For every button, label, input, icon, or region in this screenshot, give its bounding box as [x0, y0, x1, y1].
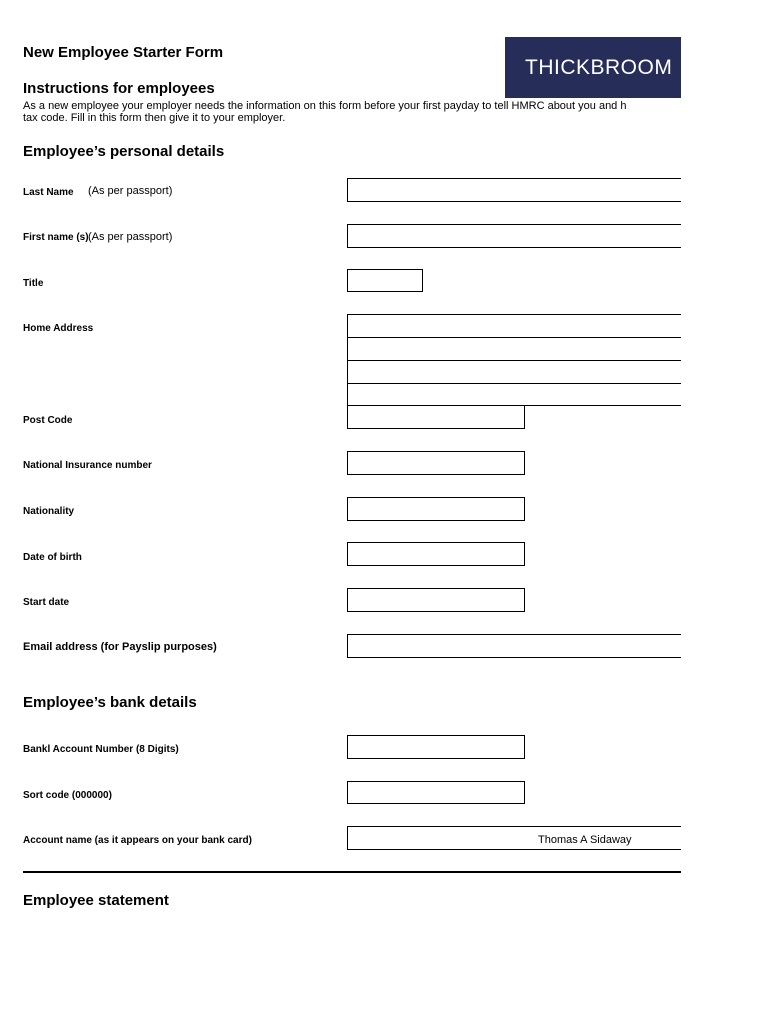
- account-number-label: Bankl Account Number (8 Digits): [23, 744, 179, 755]
- personal-details-heading: Employee’s personal details: [23, 143, 225, 160]
- email-label: Email address (for Payslip purposes): [23, 641, 217, 653]
- section-divider: [23, 871, 681, 873]
- start-date-label: Start date: [23, 597, 70, 608]
- title-label: Title: [23, 278, 44, 289]
- last-name-label: Last Name: [23, 187, 74, 198]
- title-field[interactable]: [347, 269, 423, 292]
- start-date-field[interactable]: [347, 588, 525, 612]
- company-logo: [505, 37, 681, 98]
- home-address-line-2[interactable]: [347, 337, 681, 361]
- home-address-line-1[interactable]: [347, 314, 681, 338]
- post-code-label: Post Code: [23, 415, 73, 426]
- sort-code-field[interactable]: [347, 781, 525, 804]
- instructions-line-2: tax code. Fill in this form then give it to your employer.: [23, 112, 286, 124]
- account-name-label: Account name (as it appears on your bank card): [23, 835, 252, 846]
- first-name-note: (As per passport): [88, 231, 173, 243]
- home-address-line-3[interactable]: [347, 360, 681, 384]
- last-name-note: (As per passport): [88, 185, 173, 197]
- post-code-field[interactable]: [347, 405, 525, 429]
- sort-code-label: Sort code (000000): [23, 790, 112, 801]
- ni-number-label: National Insurance number: [23, 460, 152, 471]
- first-name-field[interactable]: [347, 224, 681, 248]
- ni-number-field[interactable]: [347, 451, 525, 475]
- first-name-label: First name (s): [23, 232, 89, 243]
- nationality-label: Nationality: [23, 506, 75, 517]
- logo-text: THICKBROOM: [525, 55, 673, 79]
- dob-label: Date of birth: [23, 552, 82, 563]
- instructions-heading: Instructions for employees: [23, 80, 215, 97]
- home-address-line-4[interactable]: [347, 383, 681, 406]
- dob-field[interactable]: [347, 542, 525, 566]
- nationality-field[interactable]: [347, 497, 525, 521]
- email-field[interactable]: [347, 634, 681, 658]
- home-address-label: Home Address: [23, 323, 94, 334]
- form-title: New Employee Starter Form: [23, 44, 224, 61]
- instructions-line-1: As a new employee your employer needs the information on this form before your first payday to tell HMRC about you and h: [23, 100, 627, 112]
- account-name-value: Thomas A Sidaway: [538, 834, 632, 846]
- last-name-field[interactable]: [347, 178, 681, 202]
- account-number-field[interactable]: [347, 735, 525, 759]
- employee-statement-heading: Employee statement: [23, 892, 169, 909]
- bank-details-heading: Employee’s bank details: [23, 694, 197, 711]
